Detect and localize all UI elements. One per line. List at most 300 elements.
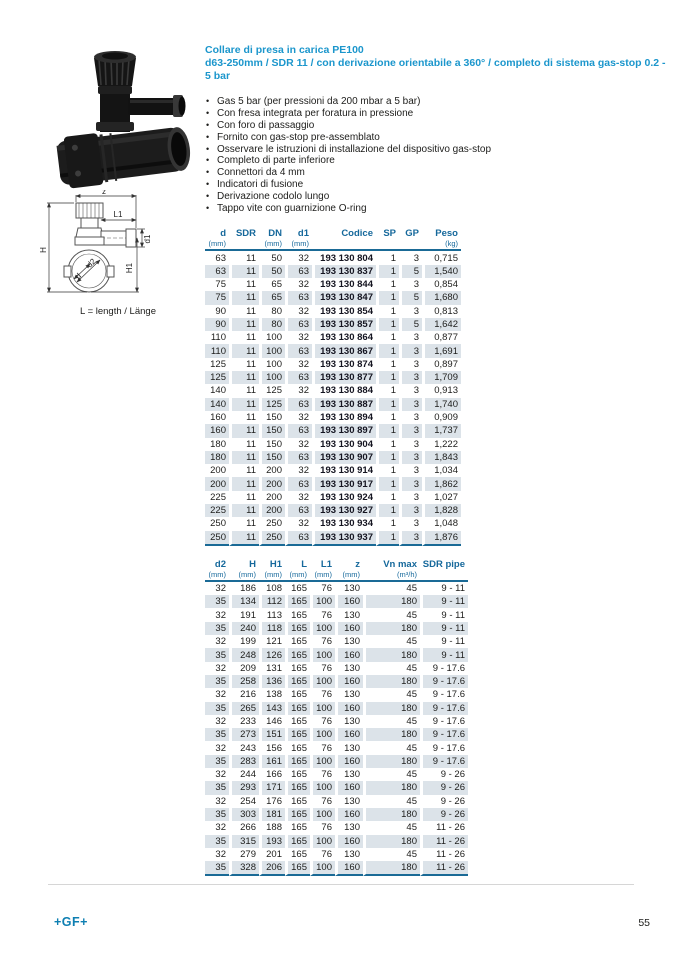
- table-cell: 180: [363, 755, 420, 768]
- table-cell: 180: [363, 622, 420, 635]
- feature-item: [206, 120, 667, 132]
- table-cell: 11: [229, 531, 259, 546]
- table-cell: 1: [376, 318, 399, 331]
- table-cell: 165: [285, 861, 310, 876]
- table-cell: 130: [335, 635, 363, 648]
- table-cell: 160: [335, 728, 363, 741]
- table-cell: 186: [229, 582, 259, 595]
- table-cell: 130: [335, 608, 363, 621]
- table-cell: 76: [310, 795, 335, 808]
- table-cell: 1: [376, 251, 399, 264]
- table-cell: 3: [399, 398, 422, 411]
- feature-item: [206, 108, 667, 120]
- table-cell: 188: [259, 821, 285, 834]
- table-cell: 3: [399, 451, 422, 464]
- table-cell: 90: [205, 318, 229, 331]
- table-cell: 200: [259, 464, 285, 477]
- ordering-table-body: [205, 251, 461, 546]
- table-cell: 244: [229, 768, 259, 781]
- table-cell: 45: [363, 768, 420, 781]
- column-header: SDR: [235, 228, 256, 240]
- table-cell: 180: [363, 861, 420, 876]
- table-cell: 180: [363, 648, 420, 661]
- table-row: [205, 344, 461, 357]
- table-cell: 100: [310, 648, 335, 661]
- table-cell: 273: [229, 728, 259, 741]
- table-cell: 160: [335, 781, 363, 794]
- product-title: Collare di presa in carica PE100: [205, 44, 364, 56]
- table-cell: 225: [205, 504, 229, 517]
- table-cell: 1,737: [422, 424, 461, 437]
- table-cell: 165: [285, 728, 310, 741]
- table-cell: 76: [310, 821, 335, 834]
- table-cell: 130: [335, 715, 363, 728]
- table-cell: 11: [229, 278, 259, 291]
- table-cell: 121: [259, 635, 285, 648]
- table-cell: 160: [335, 648, 363, 661]
- table-cell: 63: [285, 265, 312, 278]
- table-cell: 1: [376, 305, 399, 318]
- table-cell: 1: [376, 438, 399, 451]
- table-cell: 35: [205, 702, 229, 715]
- table-row: [205, 318, 461, 331]
- column-header: d2: [214, 558, 226, 570]
- table-row: [205, 635, 468, 648]
- table-cell: 200: [205, 477, 229, 490]
- table-cell: 180: [210, 438, 226, 450]
- table-cell: 80: [259, 318, 285, 331]
- table-cell: 193 130 934: [312, 517, 376, 530]
- table-cell: 9 - 26: [420, 768, 468, 781]
- table-cell: 63: [285, 477, 312, 490]
- table-row: [205, 728, 468, 741]
- table-cell: 3: [399, 331, 422, 344]
- feature-text: Osservare le istruzioni di installazione del dispositivo gas-stop: [217, 143, 492, 155]
- table-cell: 193 130 894: [312, 411, 376, 424]
- table-cell: 11 - 26: [420, 821, 468, 834]
- table-row: [205, 861, 468, 876]
- table-cell: 165: [285, 808, 310, 821]
- dim-label-d1: d1: [143, 234, 152, 244]
- feature-text: Con fresa integrata per foratura in pressione: [217, 108, 414, 120]
- table-cell: 45: [363, 821, 420, 834]
- table-cell: 1: [376, 451, 399, 464]
- table-row: [205, 675, 468, 688]
- table-cell: 191: [229, 608, 259, 621]
- table-cell: 165: [285, 781, 310, 794]
- table-cell: 1: [376, 371, 399, 384]
- table-cell: 9 - 11: [420, 635, 468, 648]
- table-cell: 160: [335, 755, 363, 768]
- table-row: [205, 398, 461, 411]
- table-cell: 45: [363, 715, 420, 728]
- table-cell: 3: [399, 464, 422, 477]
- table-cell: 193 130 887: [312, 398, 376, 411]
- table-cell: 76: [310, 715, 335, 728]
- table-cell: 193 130 917: [312, 477, 376, 490]
- table-cell: 160: [205, 424, 229, 437]
- table-cell: 165: [285, 675, 310, 688]
- table-cell: 160: [335, 861, 363, 876]
- technical-drawing: [38, 190, 198, 317]
- table-cell: 63: [285, 291, 312, 304]
- table-cell: 9 - 17.6: [420, 675, 468, 688]
- column-header: H1: [269, 558, 282, 570]
- table-cell: 303: [229, 808, 259, 821]
- dim-label-h1: H1: [125, 262, 134, 274]
- table-row: [205, 662, 468, 675]
- column-header: [420, 570, 468, 582]
- table-cell: 3: [399, 305, 422, 318]
- table-cell: 11 - 26: [420, 848, 468, 861]
- table-row: [205, 411, 461, 424]
- ordering-table-header: [205, 226, 461, 251]
- table-cell: 1: [376, 464, 399, 477]
- table-cell: 1: [376, 384, 399, 397]
- tapping-saddle-photo: [52, 36, 204, 192]
- table-cell: 1,680: [422, 291, 461, 304]
- table-cell: 118: [259, 622, 285, 635]
- table-cell: 9 - 17.6: [420, 702, 468, 715]
- table-row: [205, 808, 468, 821]
- table-cell: 193 130 837: [312, 265, 376, 278]
- column-header: d: [220, 228, 226, 240]
- table-cell: 1: [376, 531, 399, 546]
- table-cell: 11: [229, 251, 259, 264]
- table-cell: 9 - 17.6: [420, 688, 468, 701]
- table-cell: 1: [376, 358, 399, 371]
- table-cell: 11: [229, 464, 259, 477]
- feature-list: [206, 96, 667, 214]
- column-header: L: [301, 558, 307, 570]
- bullet-icon: •: [206, 96, 210, 107]
- table-cell: 193 130 937: [312, 531, 376, 546]
- column-header: Vn max: [383, 558, 417, 570]
- table-cell: 3: [399, 251, 422, 264]
- table-cell: 32: [285, 358, 312, 371]
- table-cell: 3: [399, 384, 422, 397]
- table-cell: 3: [399, 411, 422, 424]
- table-cell: 90: [215, 305, 226, 317]
- dim-label-d2: d2: [84, 256, 98, 270]
- feature-text: Completo di parte inferiore: [217, 155, 335, 167]
- table-cell: 171: [259, 781, 285, 794]
- table-row: [205, 595, 468, 608]
- table-cell: 176: [259, 795, 285, 808]
- table-cell: 126: [259, 648, 285, 661]
- table-cell: 180: [363, 835, 420, 848]
- table-cell: 130: [335, 848, 363, 861]
- table-cell: 131: [259, 662, 285, 675]
- table-cell: 32: [215, 742, 226, 754]
- table-cell: 11: [229, 398, 259, 411]
- table-cell: 32: [215, 662, 226, 674]
- table-cell: 76: [310, 848, 335, 861]
- table-cell: 45: [363, 608, 420, 621]
- table-cell: 1: [376, 291, 399, 304]
- table-cell: 11: [229, 371, 259, 384]
- table-cell: 1,709: [422, 371, 461, 384]
- feature-text: Connettori da 4 mm: [217, 167, 305, 179]
- table-row: [205, 384, 461, 397]
- table-cell: 165: [285, 662, 310, 675]
- table-cell: 1,828: [422, 504, 461, 517]
- table-cell: 3: [399, 517, 422, 530]
- table-cell: 11: [229, 517, 259, 530]
- table-cell: 193 130 927: [312, 504, 376, 517]
- table-cell: 150: [259, 424, 285, 437]
- table-cell: 0,877: [422, 331, 461, 344]
- table-cell: 5: [399, 318, 422, 331]
- table-cell: 165: [285, 821, 310, 834]
- table-cell: 45: [363, 741, 420, 754]
- column-header: SP: [383, 228, 396, 240]
- table-cell: 150: [259, 451, 285, 464]
- table-cell: 200: [259, 477, 285, 490]
- column-header: [399, 239, 422, 251]
- table-row: [205, 582, 468, 595]
- table-cell: 193 130 857: [312, 318, 376, 331]
- table-cell: 11: [229, 265, 259, 278]
- footer-divider: [48, 884, 634, 885]
- table-cell: 11 - 26: [420, 861, 468, 876]
- table-row: [205, 702, 468, 715]
- table-cell: 63: [285, 424, 312, 437]
- table-row: [205, 622, 468, 635]
- table-cell: 110: [205, 344, 229, 357]
- table-cell: 100: [310, 861, 335, 876]
- table-cell: 11: [229, 344, 259, 357]
- table-cell: 1,540: [422, 265, 461, 278]
- feature-text: Gas 5 bar (per pressioni da 200 mbar a 5 bar): [217, 96, 421, 108]
- bullet-icon: •: [206, 119, 210, 130]
- table-cell: 3: [399, 371, 422, 384]
- table-cell: 151: [259, 728, 285, 741]
- dimensions-table-header: [205, 557, 468, 582]
- table-cell: 32: [215, 795, 226, 807]
- table-cell: 76: [310, 635, 335, 648]
- table-cell: 160: [335, 595, 363, 608]
- table-row: [205, 648, 468, 661]
- table-cell: 206: [259, 861, 285, 876]
- feature-item: [206, 203, 667, 215]
- table-cell: 160: [335, 702, 363, 715]
- table-cell: 136: [259, 675, 285, 688]
- table-cell: 11: [229, 491, 259, 504]
- column-header: (mm): [205, 239, 229, 251]
- table-cell: 3: [399, 358, 422, 371]
- table-cell: 35: [205, 808, 229, 821]
- product-photo: [52, 36, 204, 192]
- column-header: (mm): [310, 570, 335, 582]
- table-cell: 201: [259, 848, 285, 861]
- column-header: SDR pipe: [422, 558, 465, 570]
- table-cell: 140: [205, 398, 229, 411]
- table-cell: 138: [259, 688, 285, 701]
- table-cell: 11: [229, 318, 259, 331]
- table-row: [205, 371, 461, 384]
- table-cell: 0,913: [422, 384, 461, 397]
- table-cell: 1,027: [422, 491, 461, 504]
- table-cell: 193 130 897: [312, 424, 376, 437]
- column-header: (mm): [285, 570, 310, 582]
- table-cell: 156: [259, 741, 285, 754]
- table-row: [205, 821, 468, 834]
- table-cell: 32: [215, 848, 226, 860]
- table-cell: 181: [259, 808, 285, 821]
- table-cell: 160: [335, 675, 363, 688]
- table-cell: 254: [229, 795, 259, 808]
- table-cell: 11: [229, 384, 259, 397]
- table-cell: 165: [285, 608, 310, 621]
- table-cell: 130: [335, 821, 363, 834]
- table-cell: 65: [259, 291, 285, 304]
- table-cell: 165: [285, 835, 310, 848]
- table-cell: 9 - 17.6: [420, 715, 468, 728]
- table-cell: 32: [215, 769, 226, 781]
- table-cell: 165: [285, 715, 310, 728]
- column-header: (mm): [259, 570, 285, 582]
- table-cell: 258: [229, 675, 259, 688]
- table-row: [205, 768, 468, 781]
- table-cell: 63: [205, 265, 229, 278]
- table-cell: 1,222: [422, 438, 461, 451]
- table-cell: 5: [399, 291, 422, 304]
- table-cell: 9 - 11: [420, 582, 468, 595]
- table-cell: 32: [215, 636, 226, 648]
- table-cell: 100: [259, 331, 285, 344]
- table-cell: 110: [210, 332, 226, 344]
- table-cell: 1,843: [422, 451, 461, 464]
- feature-item: [206, 132, 667, 144]
- table-cell: 11: [229, 438, 259, 451]
- table-cell: 250: [259, 517, 285, 530]
- table-cell: 160: [335, 835, 363, 848]
- table-cell: 11: [229, 291, 259, 304]
- table-cell: 1,691: [422, 344, 461, 357]
- table-row: [205, 608, 468, 621]
- dim-label-d: d: [73, 271, 83, 281]
- table-cell: 1: [376, 477, 399, 490]
- table-cell: 193 130 907: [312, 451, 376, 464]
- table-cell: 283: [229, 755, 259, 768]
- table-cell: 35: [205, 781, 229, 794]
- table-cell: 35: [205, 648, 229, 661]
- table-cell: 63: [285, 371, 312, 384]
- table-cell: 32: [285, 411, 312, 424]
- table-cell: 3: [399, 504, 422, 517]
- table-cell: 180: [205, 451, 229, 464]
- table-cell: 165: [285, 635, 310, 648]
- table-cell: 1: [376, 265, 399, 278]
- column-header: DN: [268, 228, 282, 240]
- table-cell: 193 130 847: [312, 291, 376, 304]
- table-cell: 32: [215, 689, 226, 701]
- table-cell: 32: [285, 491, 312, 504]
- table-cell: 76: [310, 582, 335, 595]
- table-cell: 3: [399, 344, 422, 357]
- table-row: [205, 477, 461, 490]
- table-cell: 130: [335, 768, 363, 781]
- column-header: d1: [297, 228, 309, 240]
- table-cell: 1,862: [422, 477, 461, 490]
- table-cell: 250: [259, 531, 285, 546]
- table-cell: 35: [205, 595, 229, 608]
- table-cell: 193 130 874: [312, 358, 376, 371]
- gf-logo: +GF+: [54, 915, 88, 929]
- table-cell: 193 130 884: [312, 384, 376, 397]
- table-cell: 9 - 26: [420, 795, 468, 808]
- table-cell: 200: [259, 504, 285, 517]
- table-cell: 180: [363, 702, 420, 715]
- table-cell: 265: [229, 702, 259, 715]
- table-cell: 11: [229, 411, 259, 424]
- table-cell: 200: [259, 491, 285, 504]
- table-row: [205, 795, 468, 808]
- dimension-drawing: [38, 190, 198, 300]
- table-cell: 45: [363, 688, 420, 701]
- table-row: [205, 491, 461, 504]
- table-cell: 35: [205, 861, 229, 876]
- feature-item: [206, 155, 667, 167]
- table-cell: 225: [210, 491, 226, 503]
- table-cell: 165: [285, 648, 310, 661]
- table-cell: 100: [259, 371, 285, 384]
- feature-text: Derivazione codolo lungo: [217, 190, 330, 202]
- table-cell: 32: [285, 517, 312, 530]
- table-cell: 63: [215, 252, 226, 264]
- table-cell: 11: [229, 305, 259, 318]
- table-cell: 100: [310, 675, 335, 688]
- table-row: [205, 531, 461, 546]
- table-cell: 1: [376, 424, 399, 437]
- feature-text: Con foro di passaggio: [217, 119, 315, 131]
- table-cell: 1,740: [422, 398, 461, 411]
- table-cell: 165: [285, 755, 310, 768]
- bullet-icon: •: [206, 143, 210, 154]
- content-column: [205, 44, 667, 876]
- table-cell: 134: [229, 595, 259, 608]
- table-cell: 9 - 26: [420, 781, 468, 794]
- table-row: [205, 358, 461, 371]
- table-cell: 180: [363, 595, 420, 608]
- table-cell: 45: [363, 635, 420, 648]
- table-cell: 193 130 864: [312, 331, 376, 344]
- table-cell: 50: [259, 251, 285, 264]
- feature-text: Tappo vite con guarnizione O-ring: [217, 202, 367, 214]
- dimensions-table: [205, 557, 468, 877]
- table-cell: 0,715: [422, 251, 461, 264]
- table-cell: 166: [259, 768, 285, 781]
- table-cell: 35: [205, 835, 229, 848]
- table-row: [205, 251, 461, 264]
- table-cell: 200: [210, 465, 226, 477]
- table-cell: 125: [259, 398, 285, 411]
- table-cell: 11 - 26: [420, 835, 468, 848]
- column-header: [376, 239, 399, 251]
- table-cell: 3: [399, 424, 422, 437]
- table-cell: 209: [229, 662, 259, 675]
- table-row: [205, 464, 461, 477]
- table-cell: 100: [310, 622, 335, 635]
- table-cell: 0,909: [422, 411, 461, 424]
- table-cell: 193 130 877: [312, 371, 376, 384]
- table-cell: 165: [285, 768, 310, 781]
- column-header: Peso: [435, 228, 458, 240]
- table-cell: 32: [215, 822, 226, 834]
- table-cell: 80: [259, 305, 285, 318]
- table-cell: 165: [285, 741, 310, 754]
